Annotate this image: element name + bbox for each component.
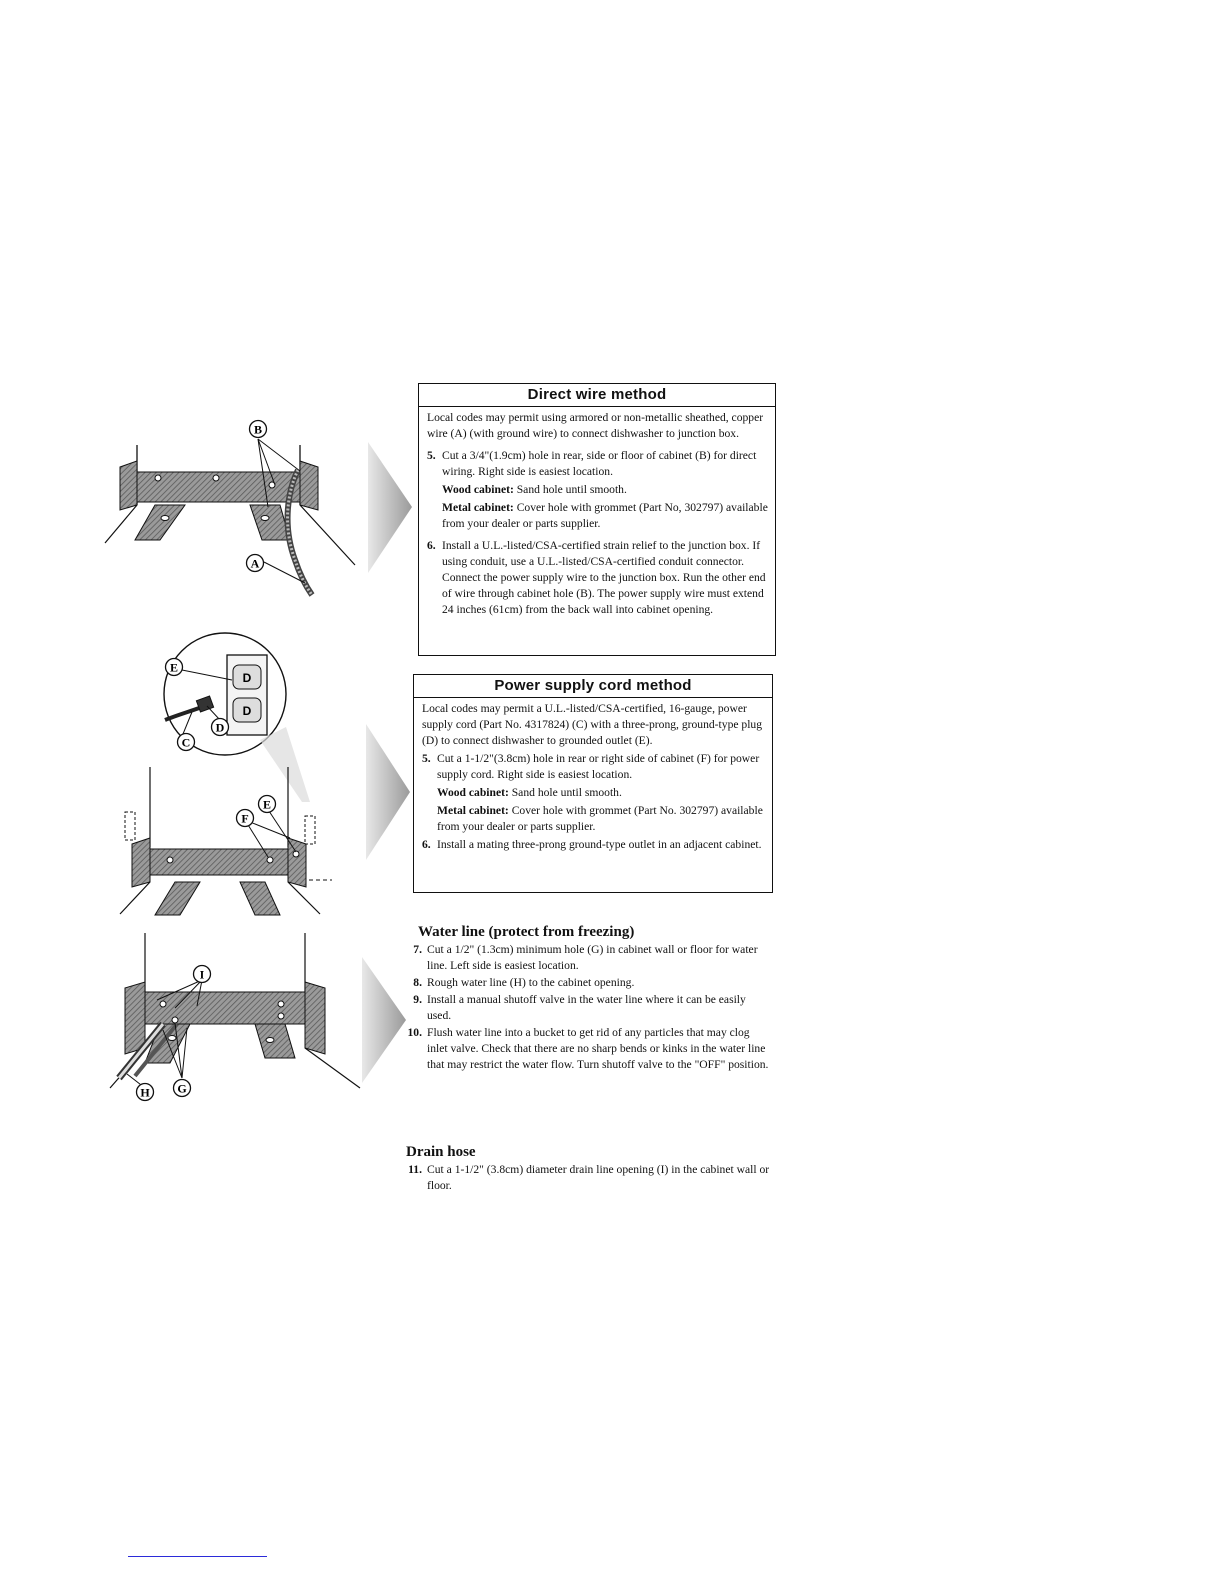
- callout-c: C: [181, 735, 191, 750]
- direct-wire-box: [418, 383, 776, 656]
- callout-h: H: [140, 1085, 150, 1100]
- footer-rule: [128, 1556, 267, 1557]
- arrow-right-icon: [366, 440, 414, 575]
- callout-g: G: [177, 1081, 187, 1096]
- water-line-step-10: 10. Flush water line into a bucket to get rid of any particles that may clog inlet valve. Check that there are no sharp bends or kinks in the water line that may restrict the water flow. Turn shutoff valve to the "OFF" position.: [407, 1026, 769, 1071]
- arrow-right-icon: [364, 722, 412, 862]
- power-cord-metal-note: Metal cabinet: Cover hole with grommet (Part No. 302797) available from your dealer or parts supplier.: [437, 804, 763, 833]
- power-cord-box: [413, 674, 773, 893]
- water-line-step-9: 9. Install a manual shutoff valve in the water line where it can be easily used.: [413, 993, 746, 1022]
- water-line-heading: Water line (protect from freezing): [418, 924, 635, 940]
- svg-text:D: D: [242, 671, 252, 685]
- direct-wire-step-5: 5. Cut a 3/4"(1.9cm) hole in rear, side or floor of cabinet (B) for direct wiring. Right side is easiest location.: [427, 449, 757, 478]
- power-cord-intro: Local codes may permit a U.L.-listed/CSA-certified, 16-gauge, power supply cord (Part No. 4317824) (C) with a three-prong, ground-type plug (D) to connect dishwasher to grounded outlet (E).: [422, 702, 763, 747]
- direct-wire-metal-note: Metal cabinet: Cover hole with grommet (Part No, 302797) available from your dealer or parts supplier.: [442, 501, 768, 530]
- drain-hose-section: [406, 1144, 771, 1194]
- callout-d: D: [215, 720, 225, 735]
- power-cord-step-5: 5. Cut a 1-1/2"(3.8cm) hole in rear or right side of cabinet (F) for power supply cord. Right side is easiest location.: [422, 752, 760, 781]
- callout-i: I: [199, 967, 205, 982]
- direct-wire-intro: Local codes may permit using armored or non-metallic sheathed, copper wire (A) (with ground wire) to connect dishwasher to junction box.: [427, 411, 764, 440]
- water-line-illustration: [105, 928, 365, 1108]
- power-cord-illustration: [110, 632, 340, 917]
- callout-b: B: [253, 422, 263, 437]
- direct-wire-title: Direct wire method: [419, 384, 775, 407]
- callout-e-zoom: E: [169, 660, 179, 675]
- callout-e: E: [262, 797, 272, 812]
- callout-f: F: [241, 811, 249, 826]
- water-line-step-8: 8. Rough water line (H) to the cabinet opening.: [413, 976, 635, 989]
- power-cord-title: Power supply cord method: [414, 675, 772, 698]
- drain-hose-step-11: 11. Cut a 1-1/2" (3.8cm) diameter drain line opening (I) in the cabinet wall or floor.: [408, 1163, 770, 1192]
- svg-text:D: D: [242, 704, 252, 718]
- callout-a: A: [250, 556, 260, 571]
- power-cord-step-6: 6. Install a mating three-prong ground-type outlet in an adjacent cabinet.: [422, 838, 762, 851]
- direct-wire-step-6: 6. Install a U.L.-listed/CSA-certified strain relief to the junction box. If using conduit, use a U.L.-listed/CSA-certified conduit connector. Connect the power supply wire to the junction box. Run the other end of wire through cabinet hole (B). The power supply wire must extend 24 inches (61cm) from the back wall into cabinet opening.: [427, 539, 766, 616]
- water-line-section: [406, 924, 771, 1073]
- direct-wire-wood-note: Wood cabinet: Sand hole until smooth.: [442, 483, 627, 496]
- power-cord-wood-note: Wood cabinet: Sand hole until smooth.: [437, 786, 622, 799]
- direct-wire-illustration: [100, 415, 370, 605]
- arrow-right-icon: [360, 955, 408, 1085]
- water-line-step-7: 7. Cut a 1/2" (1.3cm) minimum hole (G) in cabinet wall or floor for water line. Left side is easiest location.: [413, 943, 758, 972]
- drain-hose-heading: Drain hose: [406, 1144, 476, 1160]
